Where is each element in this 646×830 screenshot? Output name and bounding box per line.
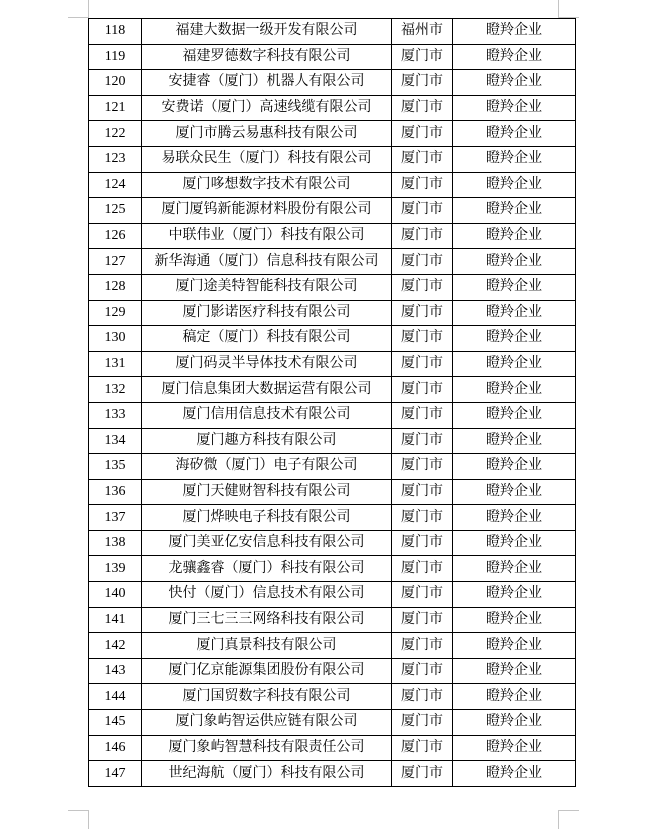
company-name-cell: 厦门哆想数字技术有限公司 <box>142 172 392 198</box>
company-name-cell: 安捷睿（厦门）机器人有限公司 <box>142 70 392 96</box>
city-cell: 厦门市 <box>392 582 453 608</box>
row-number-cell: 136 <box>89 479 142 505</box>
enterprise-type-cell: 瞪羚企业 <box>453 428 576 454</box>
table-row <box>89 684 576 710</box>
city-cell: 厦门市 <box>392 172 453 198</box>
table-row <box>89 146 576 172</box>
company-name-cell: 厦门天健财智科技有限公司 <box>142 479 392 505</box>
row-number-cell: 129 <box>89 300 142 326</box>
row-number-cell: 120 <box>89 70 142 96</box>
enterprise-type-cell: 瞪羚企业 <box>453 454 576 480</box>
table-row <box>89 249 576 275</box>
row-number-cell: 128 <box>89 274 142 300</box>
city-cell: 厦门市 <box>392 377 453 403</box>
enterprise-type-cell: 瞪羚企业 <box>453 146 576 172</box>
enterprise-type-cell: 瞪羚企业 <box>453 70 576 96</box>
enterprise-type-cell: 瞪羚企业 <box>453 198 576 224</box>
company-name-cell: 新华海通（厦门）信息科技有限公司 <box>142 249 392 275</box>
company-name-cell: 厦门码灵半导体技术有限公司 <box>142 351 392 377</box>
company-name-cell: 厦门趣方科技有限公司 <box>142 428 392 454</box>
company-name-cell: 厦门象屿智慧科技有限责任公司 <box>142 735 392 761</box>
enterprise-type-cell: 瞪羚企业 <box>453 684 576 710</box>
enterprise-type-cell: 瞪羚企业 <box>453 530 576 556</box>
company-name-cell: 厦门影诺医疗科技有限公司 <box>142 300 392 326</box>
company-name-cell: 厦门象屿智运供应链有限公司 <box>142 710 392 736</box>
table-row <box>89 582 576 608</box>
enterprise-type-cell: 瞪羚企业 <box>453 710 576 736</box>
city-cell: 厦门市 <box>392 274 453 300</box>
company-name-cell: 厦门真景科技有限公司 <box>142 633 392 659</box>
company-name-cell: 稿定（厦门）科技有限公司 <box>142 326 392 352</box>
page-corner-mark-top-left-vertical <box>88 0 89 19</box>
city-cell: 厦门市 <box>392 658 453 684</box>
page-corner-mark-bottom-right-vertical <box>558 810 559 829</box>
enterprise-type-cell: 瞪羚企业 <box>453 95 576 121</box>
table-row <box>89 95 576 121</box>
city-cell: 厦门市 <box>392 428 453 454</box>
row-number-cell: 140 <box>89 582 142 608</box>
enterprise-type-cell: 瞪羚企业 <box>453 300 576 326</box>
table-row <box>89 633 576 659</box>
row-number-cell: 121 <box>89 95 142 121</box>
row-number-cell: 139 <box>89 556 142 582</box>
city-cell: 厦门市 <box>392 70 453 96</box>
company-name-cell: 安费诺（厦门）高速线缆有限公司 <box>142 95 392 121</box>
table-row <box>89 710 576 736</box>
enterprise-type-cell: 瞪羚企业 <box>453 479 576 505</box>
company-name-cell: 易联众民生（厦门）科技有限公司 <box>142 146 392 172</box>
row-number-cell: 144 <box>89 684 142 710</box>
table-row <box>89 454 576 480</box>
table-row <box>89 505 576 531</box>
row-number-cell: 141 <box>89 607 142 633</box>
table-row <box>89 530 576 556</box>
enterprise-type-cell: 瞪羚企业 <box>453 556 576 582</box>
enterprise-type-cell: 瞪羚企业 <box>453 377 576 403</box>
table-row <box>89 556 576 582</box>
city-cell: 厦门市 <box>392 607 453 633</box>
table-row <box>89 274 576 300</box>
table-row <box>89 658 576 684</box>
row-number-cell: 138 <box>89 530 142 556</box>
city-cell: 厦门市 <box>392 326 453 352</box>
enterprise-type-cell: 瞪羚企业 <box>453 223 576 249</box>
company-name-cell: 厦门厦钨新能源材料股份有限公司 <box>142 198 392 224</box>
row-number-cell: 131 <box>89 351 142 377</box>
table-row <box>89 44 576 70</box>
company-name-cell: 厦门美亚亿安信息科技有限公司 <box>142 530 392 556</box>
enterprise-type-cell: 瞪羚企业 <box>453 633 576 659</box>
row-number-cell: 123 <box>89 146 142 172</box>
city-cell: 厦门市 <box>392 479 453 505</box>
page-corner-mark-bottom-left-horizontal <box>68 810 88 811</box>
table-row <box>89 607 576 633</box>
enterprise-type-cell: 瞪羚企业 <box>453 274 576 300</box>
city-cell: 厦门市 <box>392 505 453 531</box>
row-number-cell: 122 <box>89 121 142 147</box>
company-name-cell: 世纪海航（厦门）科技有限公司 <box>142 761 392 787</box>
enterprise-type-cell: 瞪羚企业 <box>453 172 576 198</box>
enterprise-type-cell: 瞪羚企业 <box>453 19 576 45</box>
city-cell: 厦门市 <box>392 300 453 326</box>
row-number-cell: 126 <box>89 223 142 249</box>
row-number-cell: 132 <box>89 377 142 403</box>
enterprise-type-cell: 瞪羚企业 <box>453 249 576 275</box>
table-row <box>89 19 576 45</box>
city-cell: 厦门市 <box>392 95 453 121</box>
enterprise-type-cell: 瞪羚企业 <box>453 505 576 531</box>
company-name-cell: 厦门市腾云易惠科技有限公司 <box>142 121 392 147</box>
city-cell: 厦门市 <box>392 146 453 172</box>
city-cell: 厦门市 <box>392 454 453 480</box>
company-name-cell: 厦门信息集团大数据运营有限公司 <box>142 377 392 403</box>
city-cell: 厦门市 <box>392 121 453 147</box>
row-number-cell: 133 <box>89 402 142 428</box>
company-name-cell: 厦门国贸数字科技有限公司 <box>142 684 392 710</box>
city-cell: 厦门市 <box>392 530 453 556</box>
city-cell: 厦门市 <box>392 633 453 659</box>
enterprise-type-cell: 瞪羚企业 <box>453 402 576 428</box>
city-cell: 厦门市 <box>392 761 453 787</box>
company-name-cell: 厦门信用信息技术有限公司 <box>142 402 392 428</box>
city-cell: 厦门市 <box>392 351 453 377</box>
row-number-cell: 137 <box>89 505 142 531</box>
enterprise-type-cell: 瞪羚企业 <box>453 582 576 608</box>
row-number-cell: 146 <box>89 735 142 761</box>
table-row <box>89 300 576 326</box>
table-row <box>89 326 576 352</box>
row-number-cell: 124 <box>89 172 142 198</box>
enterprise-type-cell: 瞪羚企业 <box>453 326 576 352</box>
company-name-cell: 福建罗德数字科技有限公司 <box>142 44 392 70</box>
page-corner-mark-bottom-right-horizontal <box>559 810 579 811</box>
enterprise-type-cell: 瞪羚企业 <box>453 735 576 761</box>
row-number-cell: 127 <box>89 249 142 275</box>
company-name-cell: 厦门亿京能源集团股份有限公司 <box>142 658 392 684</box>
city-cell: 厦门市 <box>392 223 453 249</box>
table-row <box>89 223 576 249</box>
table-row <box>89 479 576 505</box>
company-name-cell: 海矽微（厦门）电子有限公司 <box>142 454 392 480</box>
company-name-cell: 快付（厦门）信息技术有限公司 <box>142 582 392 608</box>
enterprise-type-cell: 瞪羚企业 <box>453 607 576 633</box>
city-cell: 厦门市 <box>392 44 453 70</box>
city-cell: 厦门市 <box>392 684 453 710</box>
company-name-cell: 中联伟业（厦门）科技有限公司 <box>142 223 392 249</box>
page-corner-mark-top-left-horizontal <box>68 17 88 18</box>
city-cell: 厦门市 <box>392 735 453 761</box>
enterprise-type-cell: 瞪羚企业 <box>453 761 576 787</box>
row-number-cell: 143 <box>89 658 142 684</box>
city-cell: 厦门市 <box>392 556 453 582</box>
company-name-cell: 厦门途美特智能科技有限公司 <box>142 274 392 300</box>
page-corner-mark-bottom-left-vertical <box>88 810 89 829</box>
enterprise-type-cell: 瞪羚企业 <box>453 351 576 377</box>
company-list-table <box>88 18 576 787</box>
row-number-cell: 135 <box>89 454 142 480</box>
city-cell: 福州市 <box>392 19 453 45</box>
row-number-cell: 119 <box>89 44 142 70</box>
row-number-cell: 147 <box>89 761 142 787</box>
city-cell: 厦门市 <box>392 710 453 736</box>
table-row <box>89 121 576 147</box>
row-number-cell: 125 <box>89 198 142 224</box>
company-table-body <box>89 19 576 787</box>
city-cell: 厦门市 <box>392 198 453 224</box>
table-row <box>89 70 576 96</box>
table-row <box>89 351 576 377</box>
table-row <box>89 172 576 198</box>
table-row <box>89 735 576 761</box>
enterprise-type-cell: 瞪羚企业 <box>453 44 576 70</box>
enterprise-type-cell: 瞪羚企业 <box>453 658 576 684</box>
table-row <box>89 377 576 403</box>
row-number-cell: 142 <box>89 633 142 659</box>
company-name-cell: 福建大数据一级开发有限公司 <box>142 19 392 45</box>
company-name-cell: 龙骧鑫睿（厦门）科技有限公司 <box>142 556 392 582</box>
row-number-cell: 118 <box>89 19 142 45</box>
row-number-cell: 130 <box>89 326 142 352</box>
company-name-cell: 厦门烨映电子科技有限公司 <box>142 505 392 531</box>
city-cell: 厦门市 <box>392 402 453 428</box>
table-row <box>89 402 576 428</box>
company-name-cell: 厦门三七三三网络科技有限公司 <box>142 607 392 633</box>
row-number-cell: 145 <box>89 710 142 736</box>
table-row <box>89 198 576 224</box>
table-row <box>89 428 576 454</box>
table-row <box>89 761 576 787</box>
enterprise-type-cell: 瞪羚企业 <box>453 121 576 147</box>
city-cell: 厦门市 <box>392 249 453 275</box>
row-number-cell: 134 <box>89 428 142 454</box>
